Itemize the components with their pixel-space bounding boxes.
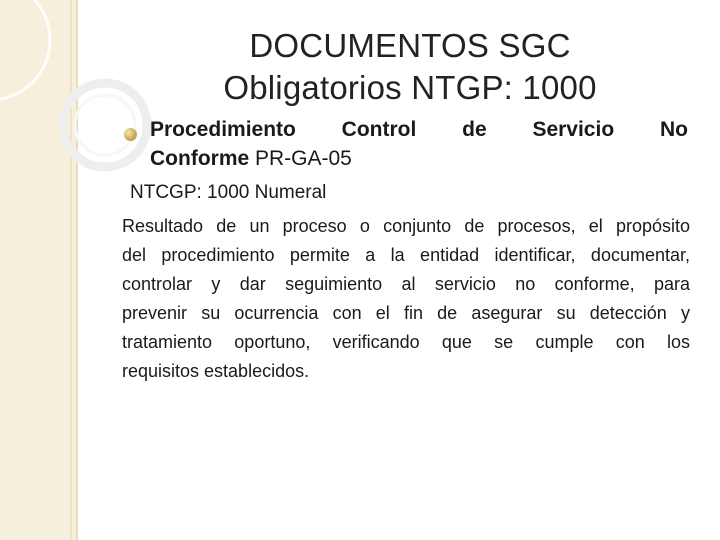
deco-circle-3 [75, 95, 135, 155]
bullet-word: Servicio [532, 118, 615, 141]
bullet-word: No [659, 118, 688, 141]
bullet-word: de [462, 118, 487, 141]
slide-title-line-2: Obligatorios NTGP: 1000 [223, 69, 597, 106]
bullet-line-1 [150, 118, 688, 142]
bullet-icon [124, 128, 137, 141]
body-line: requisitos establecidos. [122, 361, 310, 381]
bullet-word: Control [341, 118, 417, 141]
body-line: prevenir su ocurrencia con el fin de asegurar su detección y [122, 303, 690, 323]
bullet-bold-text: Conforme [150, 147, 250, 170]
body-line: Resultado de un proceso o conjunto de procesos, el propósito [122, 216, 690, 236]
body-line: del procedimiento permite a la entidad identificar, documentar, [122, 245, 690, 265]
body-line: tratamiento oportuno, verificando que se cumple con los [122, 332, 690, 352]
numeral-heading: NTCGP: 1000 Numeral [130, 182, 327, 203]
deco-circle-1 [0, 0, 50, 100]
slide-title-line-1: DOCUMENTOS SGC [249, 27, 571, 64]
bullet-line-2 [150, 147, 352, 171]
body-line: controlar y dar seguimiento al servicio no conforme, para [122, 274, 690, 294]
bullet-word: Procedimiento [150, 118, 296, 141]
bullet-code: PR-GA-05 [249, 147, 352, 170]
body-paragraph [122, 212, 690, 386]
